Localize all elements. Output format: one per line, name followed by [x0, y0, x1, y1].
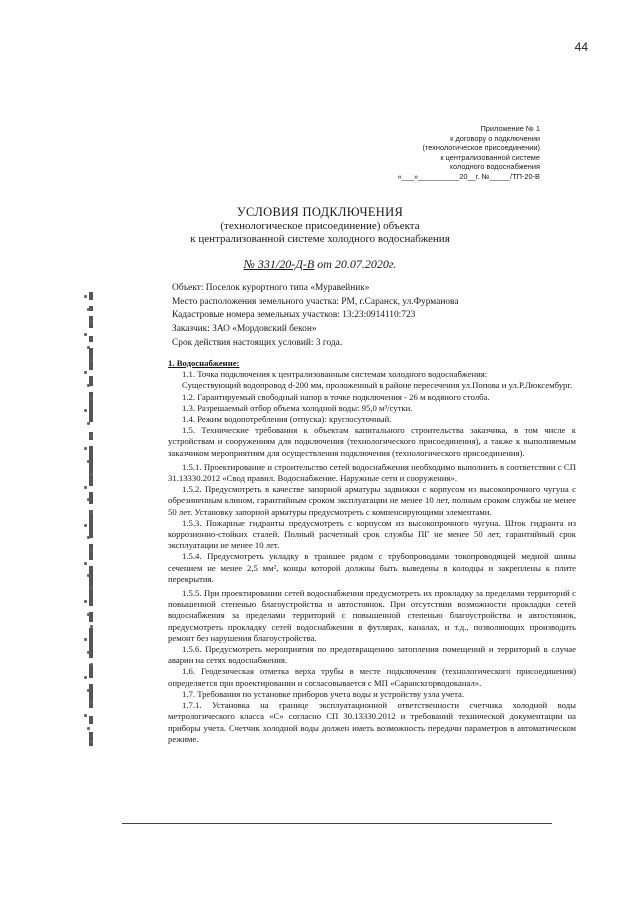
binding-speck [84, 714, 87, 717]
object-info [172, 282, 459, 351]
binding-speck [84, 676, 87, 679]
clause-paragraph: 1.5.5. При проектировании сетей водоснабжения предусмотреть их прокладку за пределами территорий с повышенной степенью благоустройства и автостоянок. При отсутствии возможности прокладки сетей водоснабжения за пределами территорий с повышенной степенью благоустройства и автостоянок, предусмотреть прокладку сетей водоснабжения в футлярах, каналах, и т.д., позволяющих производить ремонт без нарушения благоустройства. [168, 588, 576, 643]
binding-stitch [89, 510, 93, 538]
binding-speck [90, 740, 93, 743]
info-line: Заказчик: ЗАО «Мордовский бекон» [172, 324, 317, 335]
clause-paragraph: 1.5.1. Проектирование и строительство сетей водоснабжения необходимо выполнить в соответствии с СП 31.13330.2012 «Свод правил. Водоснабжение. Наружные сети и сооружения». [168, 461, 576, 484]
clause-paragraph: 1.4. Режим водопотребления (отпуска): круглосуточный. [182, 414, 392, 425]
appendix-line: Приложение № 1 [480, 124, 540, 133]
clause-paragraph: Существующий водопровод d-200 мм, проложенный в районе пересечения ул.Попова и ул.Р.Люксембург. [182, 380, 573, 391]
appendix-line: к договору о подключении [450, 133, 540, 143]
binding-stitch [89, 684, 93, 708]
binding-stitch [89, 566, 93, 606]
binding-stitch [89, 544, 93, 560]
appendix-header [340, 124, 540, 182]
document-title: УСЛОВИЯ ПОДКЛЮЧЕНИЯ [236, 205, 404, 219]
binding-speck [90, 549, 93, 552]
binding-speck [90, 397, 93, 400]
document-subtitle: к централизованной системе холодного водоснабжения [190, 233, 450, 245]
section-heading: 1. Водоснабжение: [168, 358, 240, 368]
binding-stitch [89, 292, 93, 300]
binding-speck [87, 498, 90, 501]
page-number: 44 [574, 40, 588, 54]
appendix-line: к централизованной системе [440, 152, 540, 162]
binding-speck [90, 473, 93, 476]
clause-paragraph: 1.7. Требования по установке приборов учета воды и устройству узла учета. [182, 688, 465, 699]
binding-speck [87, 308, 90, 311]
binding-speck [84, 333, 87, 336]
binding-speck [87, 422, 90, 425]
document-subtitle: (технологическое присоединение) объекта [220, 220, 420, 232]
binding-speck [84, 295, 87, 298]
clause-paragraph: 1.3. Разрешаемый отбор объема холодной воды: 95,0 м³/сутки. [182, 402, 413, 413]
binding-speck [87, 536, 90, 539]
binding-speck [84, 524, 87, 527]
binding-speck [87, 613, 90, 616]
binding-speck [87, 727, 90, 730]
info-line: Кадастровые номера земельных участков: 13:23:0914110:723 [172, 310, 416, 321]
binding-speck [90, 359, 93, 362]
info-line: Место расположения земельного участка: РМ, г.Саранск, ул.Фурманова [172, 296, 459, 307]
bottom-rule [122, 823, 552, 824]
clause-paragraph: 1.5.6. Предусмотреть мероприятия по предотвращению затопления помещений и территорий в случае аварии на сетях водоснабжения. [168, 644, 576, 666]
clause-paragraph: 1.7.1. Установка на границе эксплуатационной ответственности счетчика холодной воды метрологического класса «С» согласно СП 30.13330.2012 и требований технической документации на приборы учета. Счетчик холодной воды должен иметь возможность передачи параметров в автоматическом режиме. [168, 700, 576, 744]
document-number-line [0, 257, 640, 272]
clause-paragraph: 1.1. Точка подключения к централизованным системам холодного водоснабжения: [182, 369, 488, 380]
binding-speck [87, 651, 90, 654]
document-number: № 331/20-Д-В [243, 257, 315, 271]
appendix-line: (технологическое присоединении) [422, 143, 540, 153]
binding-stitch [89, 336, 93, 342]
clause-paragraph: 1.5.2. Предусмотреть в качестве запорной арматуры задвижки с корпусом из высокопрочного чугуна с обрезиненным клином, гарантийным сроком эксплуатации не менее 10 лет, полным сроком службы не менее 50 лет. Установку запорной арматуры предусмотреть с компенсирующими элементами. [168, 484, 576, 517]
binding-stitch [89, 716, 93, 724]
binding-speck [84, 447, 87, 450]
binding-speck [90, 511, 93, 514]
document-date: от 20.07.2020г. [314, 257, 397, 271]
binding-speck [90, 587, 93, 590]
binding-speck [84, 486, 87, 489]
appendix-line: холодного водоснабжения [449, 162, 540, 172]
binding-speck [90, 625, 93, 628]
clause-paragraph: 1.5.4. Предусмотреть укладку в траншее рядом с трубопроводами токопроводящей медной шины сечением не менее 2,5 мм², концы которой должны быть выведены в колодцы и закреплены к плите перекрытия. [168, 551, 576, 584]
binding-speck [87, 384, 90, 387]
binding-speck [87, 460, 90, 463]
info-line: Объект: Поселок курортного типа «Муравейник» [172, 283, 370, 293]
appendix-line: «___»__________20__г. №_____/ТП-20-В [397, 171, 540, 181]
info-line: Срок действия настоящих условий: 3 года. [172, 337, 343, 348]
clause-paragraph: 1.5. Технические требования к объектам капитального строительства заказчика, в том числе к устройствам и сооружениям для подключения (технологического присоединения), а также к выполняемым заказчиком мероприятиям для осуществления подключения (технологического присоединения). [168, 425, 576, 458]
binding-stitch [89, 664, 93, 678]
binding-speck [87, 689, 90, 692]
binding-speck [84, 600, 87, 603]
clause-paragraph: 1.2. Гарантируемый свободный напор в точке подключения - 26 м водяного столба. [182, 391, 490, 402]
binding-stitch [89, 446, 93, 486]
binding-speck [90, 435, 93, 438]
binding-marks [84, 292, 98, 752]
binding-speck [84, 562, 87, 565]
binding-speck [84, 409, 87, 412]
binding-speck [84, 638, 87, 641]
clause-paragraph: 1.6. Геодезическая отметка верха трубы в месте подключения (технологического присоединения) определяется при проектировании и согласовывается с МП «Саранскгорводоканал». [168, 666, 576, 688]
clause-paragraph: 1.5.3. Пожарные гидранты предусмотреть с корпусом из высокопрочного чугуна. Шток гидранта из коррозионно-стойких сталей. Полный расчетный срок службы ПГ не менее 50 лет, гарантийный срок эксплуатации не менее 10 лет. [168, 517, 576, 551]
binding-speck [87, 346, 90, 349]
binding-speck [84, 371, 87, 374]
conditions-body [168, 358, 576, 745]
